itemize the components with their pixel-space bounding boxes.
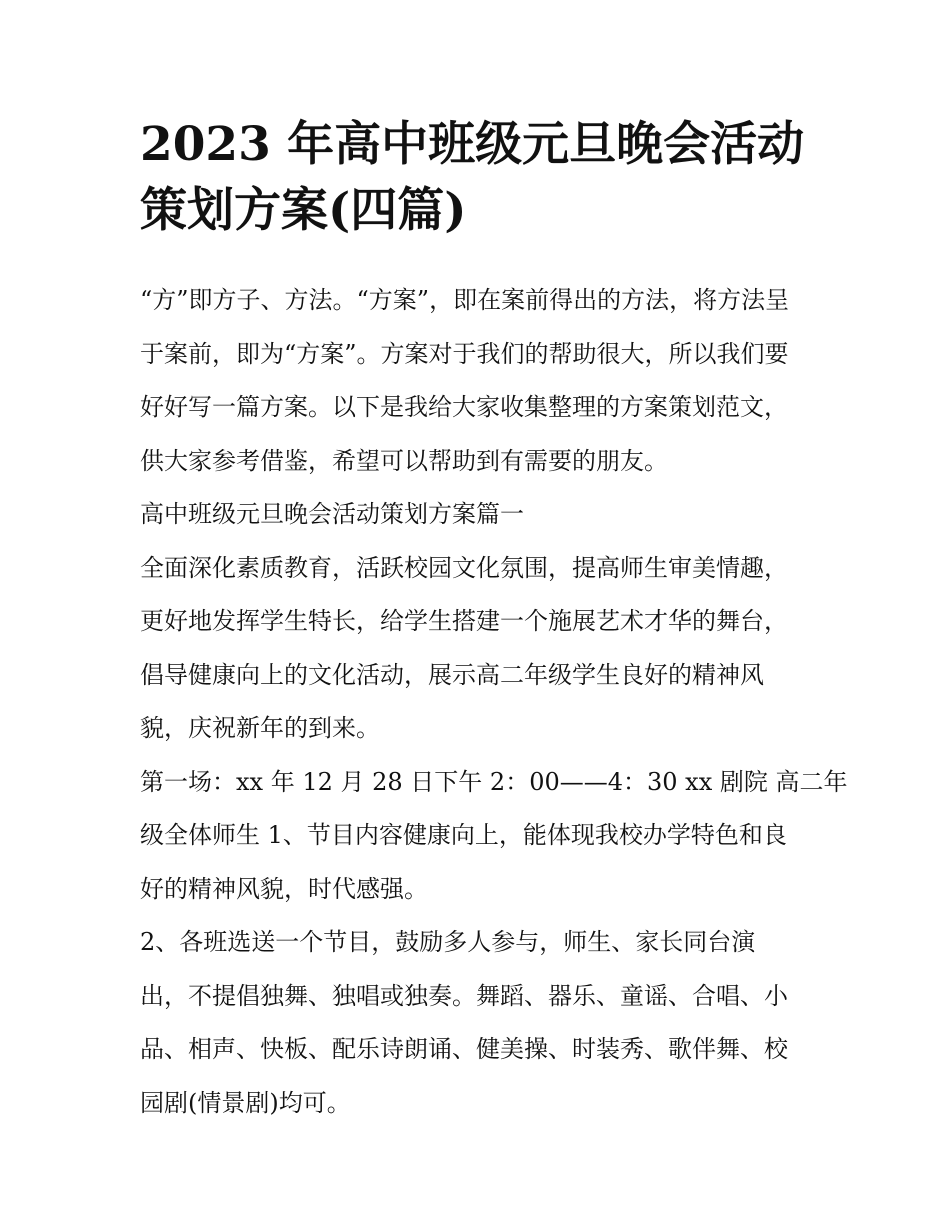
body-line: 第一场：xx 年 12 月 28 日下午 2：00——4：30 xx 剧院 高二年 xyxy=(140,767,848,796)
body-line: 更好地发挥学生特长，给学生搭建一个施展艺术才华的舞台， xyxy=(140,607,788,635)
title-line: 2023 年高中班级元旦晚会活动 xyxy=(140,117,805,172)
intro-line: 供大家参考借鉴，希望可以帮助到有需要的朋友。 xyxy=(140,446,668,475)
document-body xyxy=(140,274,848,1130)
section-heading: 高中班级元旦晚会活动策划方案篇一 xyxy=(140,500,524,528)
body-line: 好的精神风貌，时代感强。 xyxy=(140,874,428,903)
body-line: 出，不提倡独舞、独唱或独奏。舞蹈、器乐、童谣、合唱、小 xyxy=(140,981,788,1010)
body-line: 貌，庆祝新年的到来。 xyxy=(140,714,380,742)
intro-line: “方”即方子、方法。“方案”，即在案前得出的方法，将方法呈 xyxy=(140,286,790,314)
title-line: 策划方案(四篇) xyxy=(140,183,467,238)
body-line: 倡导健康向上的文化活动，展示高二年级学生良好的精神风 xyxy=(140,660,764,689)
document-content xyxy=(140,112,848,1130)
document-title xyxy=(140,112,812,244)
body-line: 2、各班选送一个节目，鼓励多人参与，师生、家长同台演 xyxy=(140,928,756,956)
body-line: 全面深化素质教育，活跃校园文化氛围，提高师生审美情趣， xyxy=(140,553,788,582)
body-line: 园剧(情景剧)均可。 xyxy=(140,1088,351,1117)
body-line: 品、相声、快板、配乐诗朗诵、健美操、时装秀、歌伴舞、校 xyxy=(140,1035,788,1063)
intro-line: 于案前，即为“方案”。方案对于我们的帮助很大，所以我们要 xyxy=(140,339,789,368)
body-line: 级全体师生 1、节目内容健康向上，能体现我校办学特色和良 xyxy=(140,821,787,849)
intro-line: 好好写一篇方案。以下是我给大家收集整理的方案策划范文， xyxy=(140,393,788,421)
